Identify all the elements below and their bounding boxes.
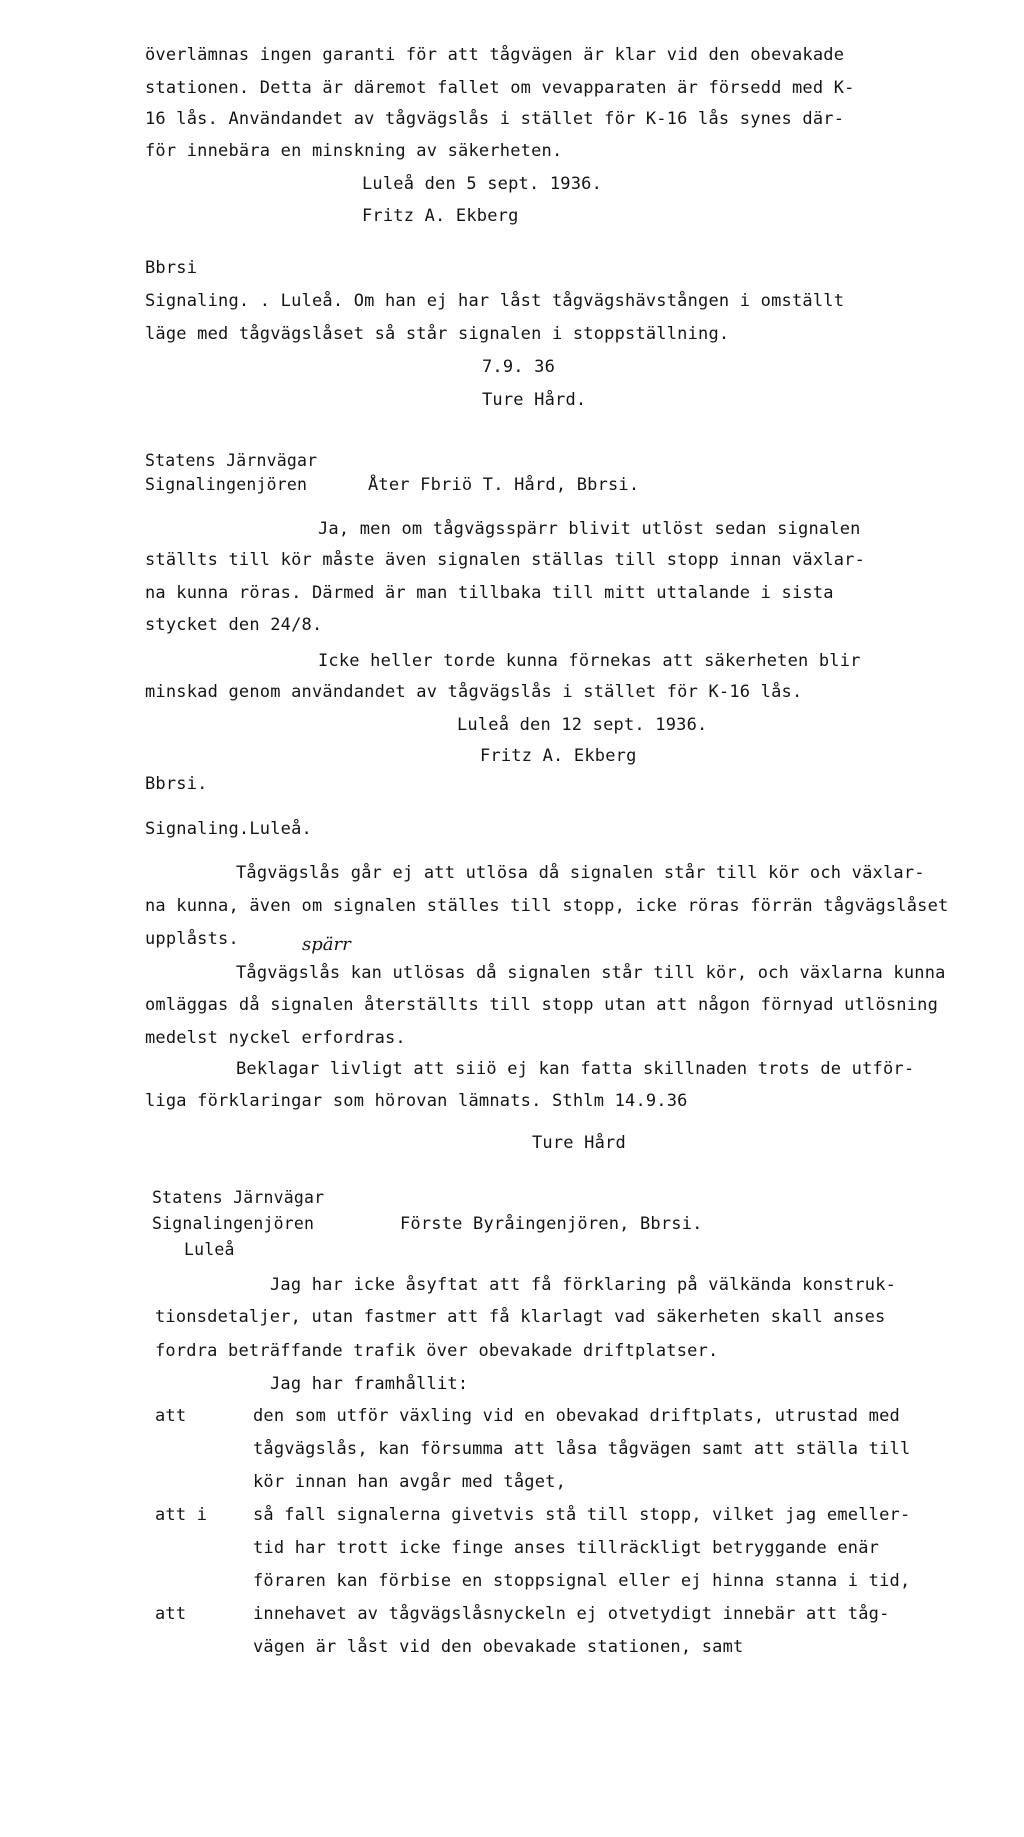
text-line: minskad genom användandet av tågvägslås i stället för K-16 lås. <box>145 682 803 702</box>
list-marker: att <box>155 1604 187 1624</box>
text-line: 16 lås. Användandet av tågvägslås i stället för K-16 lås synes där- <box>145 109 845 129</box>
text-line: Ja, men om tågvägsspärr blivit utlöst sedan signalen <box>318 519 861 539</box>
sender-line: Statens Järnvägar <box>145 451 318 470</box>
text-line: Jag har framhållit: <box>270 1374 469 1394</box>
addressee: Förste Byråingenjören, Bbrsi. <box>400 1214 703 1234</box>
list-item-line: innehavet av tågvägslåsnyckeln ej otvetydigt innebär att tåg- <box>253 1604 890 1624</box>
reply-to-line: Åter Fbriö T. Hård, Bbrsi. <box>368 475 640 495</box>
list-item-line: föraren kan förbise en stoppsignal eller ej hinna stanna i tid, <box>253 1571 911 1591</box>
signature: Ture Hård. <box>482 390 587 410</box>
text-line: omläggas då signalen återställts till stopp utan att någon förnyad utlösning <box>145 995 939 1015</box>
date-line: Luleå den 5 sept. 1936. <box>362 174 603 194</box>
sender-line: Signalingenjören <box>152 1214 315 1233</box>
list-marker: att <box>155 1406 187 1426</box>
text-line: för innebära en minskning av säkerheten. <box>145 141 563 161</box>
text-line: stationen. Detta är däremot fallet om vevapparaten är försedd med K- <box>145 78 855 98</box>
text-line: na kunna, även om signalen ställes till stopp, icke röras förrän tågvägslåset <box>145 896 949 916</box>
text-line: liga förklaringar som hörovan lämnats. Sthlm 14.9.36 <box>145 1091 688 1111</box>
sender-line: Signalingenjören <box>145 475 308 494</box>
text-line: fordra beträffande trafik över obevakade driftplatser. <box>155 1341 719 1361</box>
date-line: Luleå den 12 sept. 1936. <box>457 715 708 735</box>
list-item-line: så fall signalerna givetvis stå till stopp, vilket jag emeller- <box>253 1505 911 1525</box>
text-line: Tågvägslås går ej att utlösa då signalen står till kör och växlar- <box>236 863 925 883</box>
text-line: Signaling. . Luleå. Om han ej har låst tågvägshävstången i omställt <box>145 291 845 311</box>
list-item-line: kör innan han avgår med tåget, <box>253 1472 567 1492</box>
date-line: 7.9. 36 <box>482 357 556 377</box>
text-line: ställts till kör måste även signalen ställas till stopp innan växlar- <box>145 550 866 570</box>
text-line: överlämnas ingen garanti för att tågvägen är klar vid den obevakade <box>145 45 845 65</box>
text-line: medelst nyckel erfordras. <box>145 1028 406 1048</box>
signature: Ture Hård <box>532 1133 626 1153</box>
text-line: tionsdetaljer, utan fastmer att få klarlagt vad säkerheten skall anses <box>155 1307 886 1327</box>
list-item-line: tid har trott icke finge anses tillräckligt betryggande enär <box>253 1538 880 1558</box>
sender-line: Luleå <box>184 1240 235 1259</box>
text-line: Beklagar livligt att siiö ej kan fatta skillnaden trots de utför- <box>236 1059 915 1079</box>
text-line: na kunna röras. Därmed är man tillbaka till mitt uttalande i sista <box>145 583 834 603</box>
location-line: Signaling.Luleå. <box>145 819 312 839</box>
sender-line: Statens Järnvägar <box>152 1188 325 1207</box>
list-item-line: tågvägslås, kan försumma att låsa tågvägen samt att ställa till <box>253 1439 911 1459</box>
signature: Fritz A. Ekberg <box>480 746 637 766</box>
addressee: Bbrsi <box>145 258 198 278</box>
text-line: läge med tågvägslåset så står signalen i stoppställning. <box>145 324 730 344</box>
text-line: upplåsts. <box>145 929 239 949</box>
signature: Fritz A. Ekberg <box>362 206 519 226</box>
text-line: stycket den 24/8. <box>145 615 323 635</box>
text-line: Icke heller torde kunna förnekas att säkerheten blir <box>318 651 861 671</box>
handwritten-note: spärr <box>302 934 351 955</box>
list-marker: att i <box>155 1505 208 1525</box>
list-item-line: vägen är låst vid den obevakade stationen, samt <box>253 1637 744 1657</box>
text-line: Jag har icke åsyftat att få förklaring på välkända konstruk- <box>270 1275 897 1295</box>
text-line: Tågvägslås kan utlösas då signalen står till kör, och växlarna kunna <box>236 963 946 983</box>
list-item-line: den som utför växling vid en obevakad driftplats, utrustad med <box>253 1406 900 1426</box>
addressee: Bbrsi. <box>145 774 208 794</box>
